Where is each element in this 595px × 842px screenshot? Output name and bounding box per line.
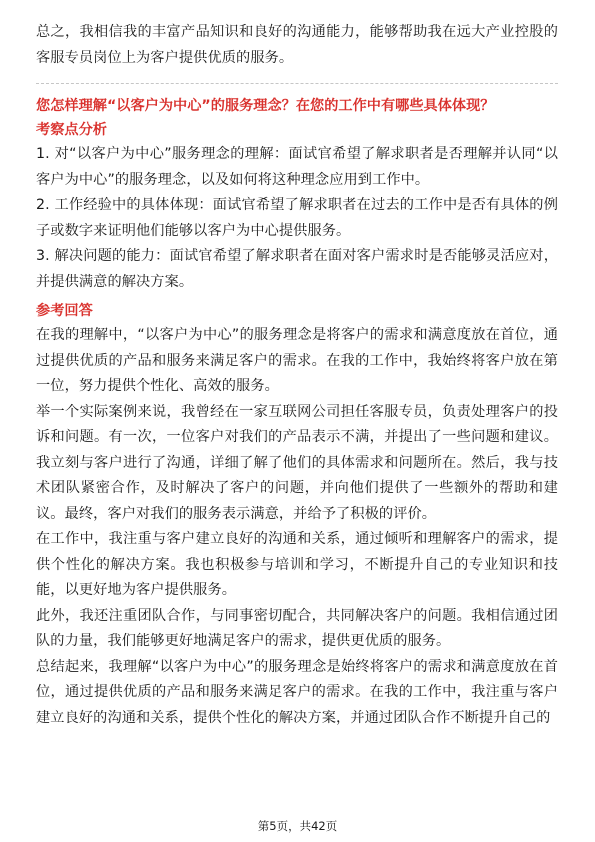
answer-paragraph-2: 举一个实际案例来说，我曾经在一家互联网公司担任客服专员，负责处理客户的投诉和问题。有一次，一位客户对我们的产品表示不满，并提出了一些问题和建议。我立刻与客户进行了沟通，详细了解了他们的具体需求和问题所在。然后，我与技术团队紧密合作，及时解决了客户的问题，并向他们提供了一些额外的帮助和建议。最终，客户对我们的服务表示满意，并给予了积极的评价。 [36,403,558,522]
analysis-point-1: 1. 对“以客户为中心”服务理念的理解：面试官希望了解求职者是否理解并认同“以客户为中心”的服务理念，以及如何将这种理念应用到工作中。 [36,146,558,188]
analysis-label: 考察点分析 [36,122,107,138]
answer-label: 参考回答 [36,303,93,319]
answer-paragraph-5: 总结起来，我理解“以客户为中心”的服务理念是始终将客户的需求和满意度放在首位，通过提供优质的产品和服务来满足客户的需求。在我的工作中，我注重与客户建立良好的沟通和关系，提供个性化的解决方案，并通过团队合作不断提升自己的 [36,658,558,726]
intro-paragraph: 总之，我相信我的丰富产品知识和良好的沟通能力，能够帮助我在远大产业控股的客服专员岗位上为客户提供优质的服务。 [36,24,558,66]
answer-paragraph-4: 此外，我还注重团队合作，与同事密切配合，共同解决客户的问题。我相信通过团队的力量，我们能够更好地满足客户的需求，提供更优质的服务。 [36,607,558,649]
page-number: 第5页，共42页 [257,819,338,833]
analysis-point-3: 3. 解决问题的能力：面试官希望了解求职者在面对客户需求时是否能够灵活应对，并提供满意的解决方案。 [36,248,558,290]
answer-paragraph-3: 在工作中，我注重与客户建立良好的沟通和关系，通过倾听和理解客户的需求，提供个性化的解决方案。我也积极参与培训和学习，不断提升自己的专业知识和技能，以更好地为客户提供服务。 [36,531,558,598]
page-content [36,20,558,731]
section-divider [36,83,558,84]
answer-paragraph-1: 在我的理解中，“以客户为中心”的服务理念是将客户的需求和满意度放在首位，通过提供优质的产品和服务来满足客户的需求。在我的工作中，我始终将客户放在第一位，努力提供个性化、高效的服务。 [36,327,558,394]
question-heading: 您怎样理解“以客户为中心”的服务理念？在您的工作中有哪些具体体现？ [36,98,495,114]
analysis-point-2: 2. 工作经验中的具体体现：面试官希望了解求职者在过去的工作中是否有具体的例子或数字来证明他们能够以客户为中心提供服务。 [36,197,558,239]
